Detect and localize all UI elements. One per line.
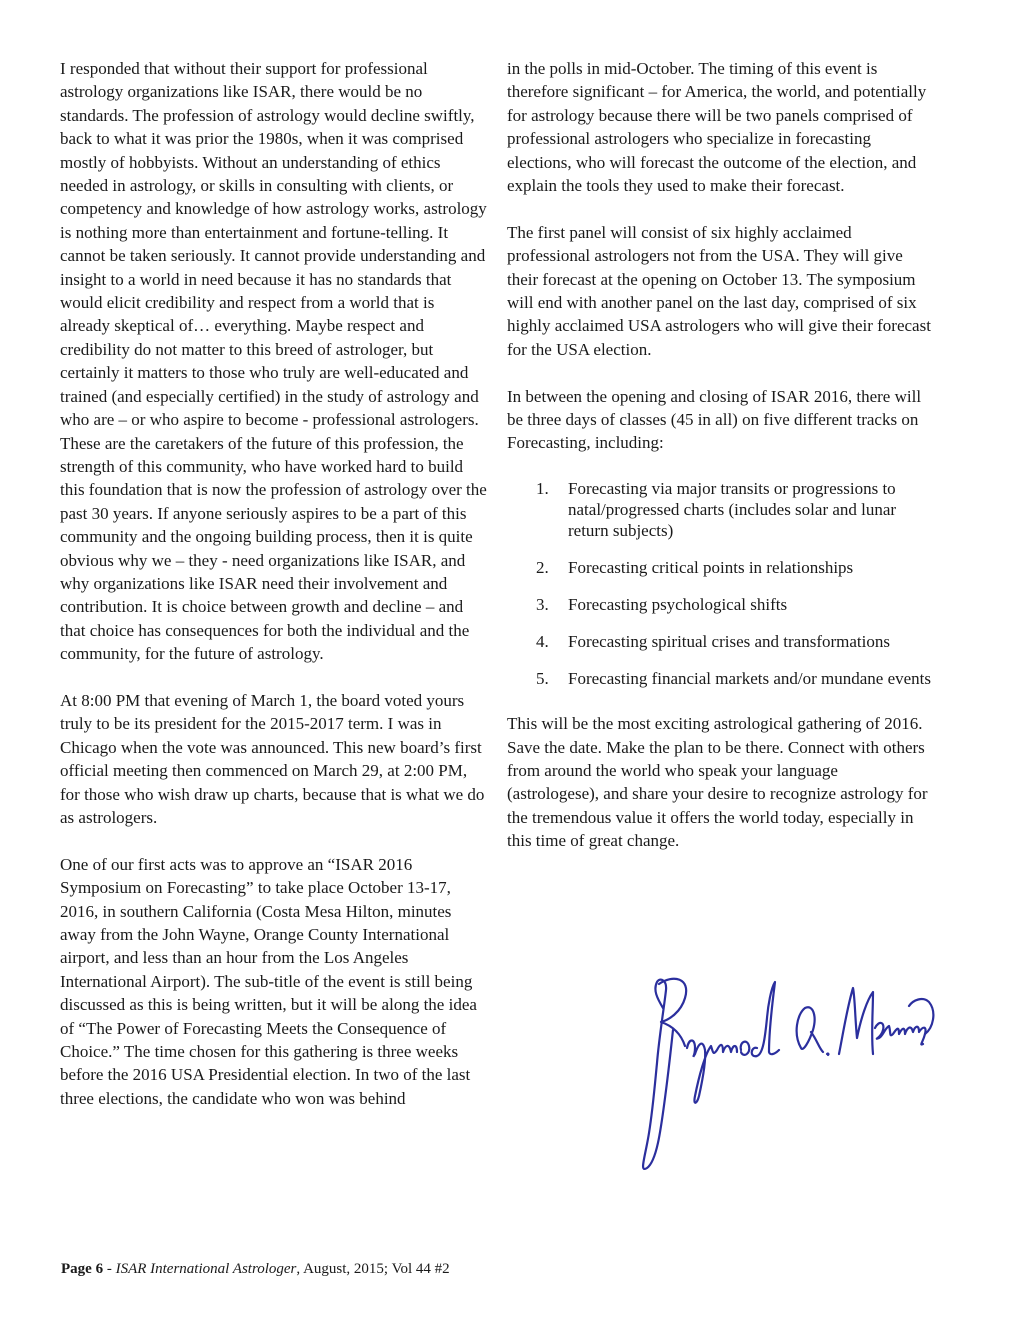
handwritten-signature bbox=[633, 968, 937, 1178]
page-footer bbox=[61, 1261, 450, 1278]
right-column bbox=[507, 57, 933, 853]
list-item-number: 5. bbox=[536, 669, 549, 689]
issue-info: , August, 2015; Vol 44 #2 bbox=[296, 1261, 450, 1277]
paragraph-isar-standards: I responded that without their support for professional astrology organizations like ISAR, there would be no standards. The profession of astrology would decline swiftly, back to what it was prior the 1980s, when it was comprised mostly of hobbyists. Without an understanding of ethics needed in astrology, or skills in consulting with clients, or competency and knowledge of how astrology works, astrology is nothing more than entertainment and fortune-telling. It cannot be taken seriously. It cannot provide understanding and insight to a world in need because it has no standards that would elicit credibility and respect from a world that is already skeptical of… everything. Maybe respect and credibility do not matter to this breed of astrologer, but certainly it matters to those who truly are well-educated and trained (and especially certified) in the study of astrology and who are – or who aspire to become - professional astrologers. These are the caretakers of the future of this profession, the strength of this community, who have worked hard to build this foundation that is now the profession of astrology over the past 30 years. If anyone seriously aspires to be a part of this community and the ongoing building process, then it is quite obvious why we – they - need organizations like ISAR, and why organizations like ISAR need their involvement and contribution. It is choice between growth and decline – and that choice has consequences for both the individual and the community, for the future of astrology. bbox=[60, 59, 487, 664]
list-item bbox=[507, 557, 933, 578]
list-item bbox=[507, 668, 933, 689]
list-item-number: 2. bbox=[536, 558, 549, 578]
left-column bbox=[60, 57, 488, 1110]
list-item bbox=[507, 631, 933, 652]
list-item-text: Forecasting financial markets and/or mundane events bbox=[568, 669, 932, 689]
list-item-text: Forecasting critical points in relationships bbox=[568, 558, 854, 578]
forecasting-tracks-list bbox=[507, 478, 933, 689]
list-item-text: Forecasting psychological shifts bbox=[568, 595, 788, 615]
paragraph-timing: in the polls in mid-October. The timing of this event is therefore significant – for America, the world, and potentially for astrology because there will be two panels comprised of professional astrologers who specialize in forecasting elections, who will forecast the outcome of the election, and explain the tools they used to make their forecast. bbox=[507, 59, 927, 196]
paragraph-classes-intro: In between the opening and closing of ISAR 2016, there will be three days of classes (45 in all) on five different tracks on Forecasting, including: bbox=[507, 386, 922, 453]
paragraph-panels: The first panel will consist of six highly acclaimed professional astrologers not from the USA. They will give their forecast at the opening on October 13. The symposium will end with another panel on the last day, comprised of six highly acclaimed USA astrologers who will give their forecast for the USA election. bbox=[507, 222, 931, 359]
list-item-text: Forecasting spiritual crises and transformations bbox=[568, 632, 890, 652]
list-item-text: Forecasting via major transits or progressions to natal/progressed charts (includes solar and lunar return subjects) bbox=[568, 479, 897, 541]
paragraph-board-vote: At 8:00 PM that evening of March 1, the board voted yours truly to be its president for the 2015-2017 term. I was in Chicago when the vote was announced. This new board’s first official meeting then commenced on March 29, at 2:00 PM, for those who wish draw up charts, because that is what we do as astrologers. bbox=[60, 690, 485, 827]
list-item-number: 4. bbox=[536, 632, 549, 652]
publication-title: ISAR International Astrologer bbox=[115, 1261, 297, 1277]
list-item-number: 1. bbox=[536, 479, 549, 499]
paragraph-symposium-announcement: One of our first acts was to approve an “ISAR 2016 Symposium on Forecasting” to take place October 13-17, 2016, in southern California (Costa Mesa Hilton, minutes away from the John Wayne, Orange County International airport, and less than an hour from the Los Angeles International Airport). The sub-title of the event is still being discussed as this is being written, but it will be along the idea of “The Power of Forecasting Meets the Consequence of Choice.” The time chosen for this gathering is three weeks before the 2016 USA Presidential election. In two of the last three elections, the candidate who won was behind bbox=[60, 854, 477, 1108]
paragraph-closing: This will be the most exciting astrological gathering of 2016. Save the date. Make the plan to be there. Connect with others from around the world who speak your language (astrologese), and share your desire to recognize astrology for the tremendous value it offers the world today, especially in this time of great change. bbox=[507, 714, 928, 851]
list-item bbox=[507, 594, 933, 615]
footer-separator: - bbox=[103, 1261, 116, 1277]
page-number: Page 6 bbox=[61, 1261, 104, 1277]
list-item-number: 3. bbox=[536, 595, 549, 615]
list-item bbox=[507, 478, 933, 541]
